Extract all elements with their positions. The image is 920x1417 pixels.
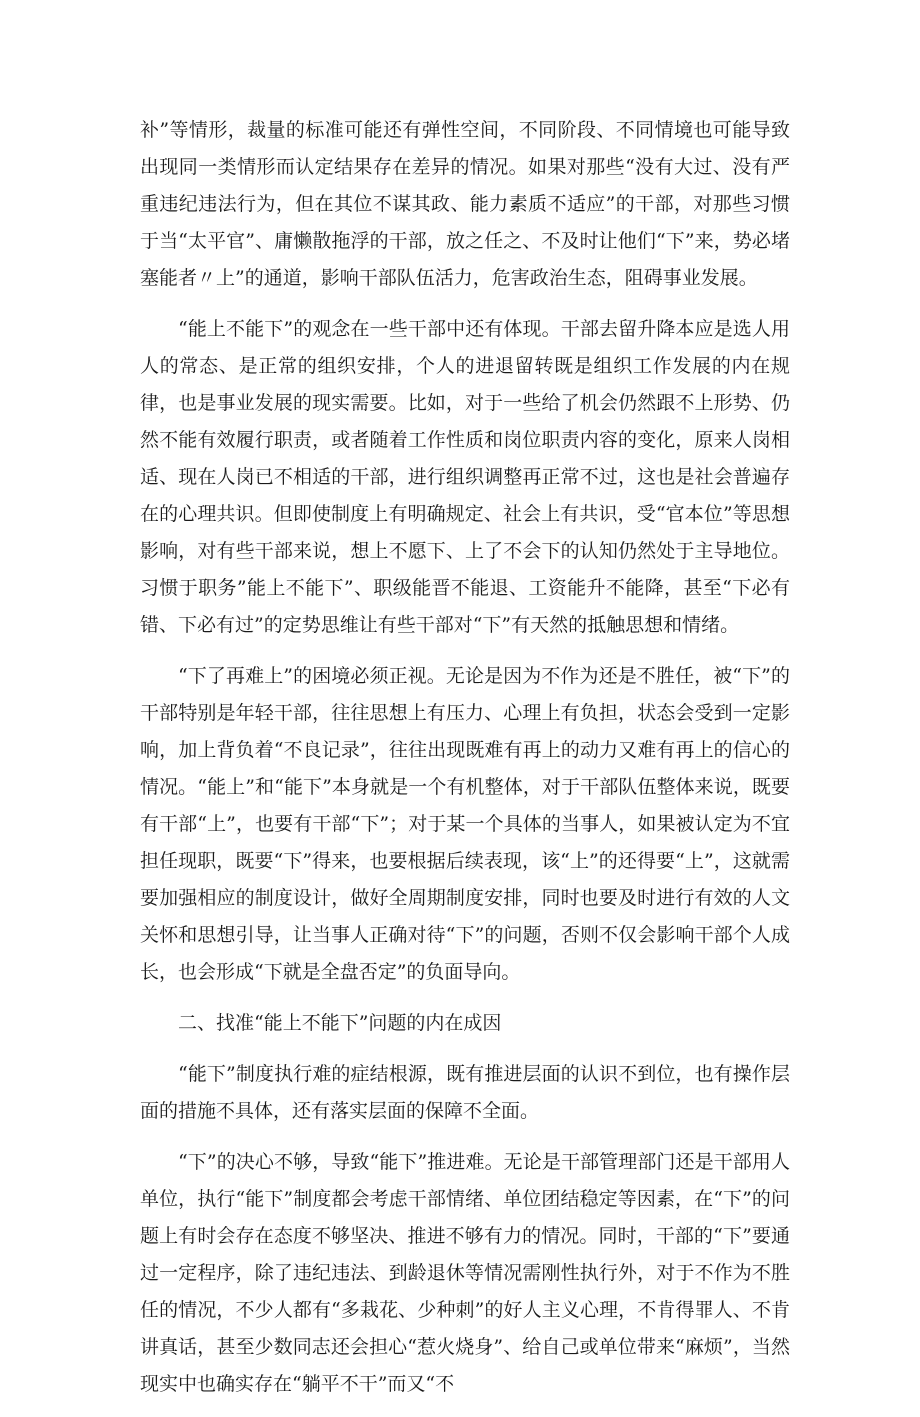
section-heading: 二、找准“能上不能下”问题的内在成因 xyxy=(178,1012,502,1034)
paragraph-continued: 补”等情形，裁量的标准可能还有弹性空间，不同阶段、不同情境也可能导致出现同一类情形而认定结果存在差异的情况。如果对那些“没有大过、没有严重违纪违法行为，但在其位不谋其政、能力素质不适应”的干部，对那些习惯于当“太平官”、庸懒散拖浮的干部，放之任之、不及时让他们“下”来，势必堵塞能者〃上”的通道，影响干部队伍活力，危害政治生态，阻碍事业发展。 xyxy=(140,119,790,289)
paragraph-mindset: “能上不能下”的观念在一些干部中还有体现。干部去留升降本应是选人用人的常态、是正常的组织安排，个人的进退留转既是组织工作发展的内在规律，也是事业发展的现实需要。比如，对于一些给了机会仍然跟不上形势、仍然不能有效履行职责，或者随着工作性质和岗位职责内容的变化，原来人岗相适、现在人岗已不相适的干部，进行组织调整再正常不过，这也是社会普遍存在的心理共识。但即使制度上有明确规定、社会上有共识，受“官本位”等思想影响，对有些干部来说，想上不愿下、上了不会下的认知仍然处于主导地位。习惯于职务”能上不能下”、职级能晋不能退、工资能升不能降，甚至“下必有错、下必有过”的定势思维让有些干部对“下”有天然的抵触思想和情绪。 xyxy=(140,318,790,636)
document-body xyxy=(140,112,790,1417)
paragraph-dilemma: “下了再难上”的困境必须正视。无论是因为不作为还是不胜任，被“下”的干部特别是年轻干部，往往思想上有压力、心理上有负担，状态会受到一定影响，加上背负着“不良记录”，往往出现既难有再上的动力又难有再上的信心的情况。“能上”和“能下”本身就是一个有机整体，对于干部队伍整体来说，既要有干部“上”，也要有干部“下”；对于某一个具体的当事人，如果被认定为不宜担任现职，既要“下”得来，也要根据后续表现，该“上”的还得要“上”，这就需要加强相应的制度设计，做好全周期制度安排，同时也要及时进行有效的人文关怀和思想引导，让当事人正确对待“下”的问题，否则不仅会影响干部个人成长，也会形成“下就是全盘否定”的负面导向。 xyxy=(140,665,790,983)
paragraph-determination: “下”的决心不够，导致“能下”推进难。无论是干部管理部门还是干部用人单位，执行“能下”制度都会考虑干部情绪、单位团结稳定等因素，在“下”的问题上有时会存在态度不够坚决、推进不够有力的情况。同时，干部的“下”要通过一定程序，除了违纪违法、到龄退休等情况需刚性执行外，对于不作为不胜任的情况，不少人都有“多栽花、少种刺”的好人主义心理，不肯得罪人、不肯讲真话，甚至少数同志还会担心“惹火烧身”、给自己或单位带来“麻烦”，当然现实中也确实存在“躺平不干”而又“不 xyxy=(140,1151,790,1395)
paragraph-root-causes: “能下”制度执行难的症结根源，既有推进层面的认识不到位，也有操作层面的措施不具体，还有落实层面的保障不全面。 xyxy=(140,1063,790,1122)
